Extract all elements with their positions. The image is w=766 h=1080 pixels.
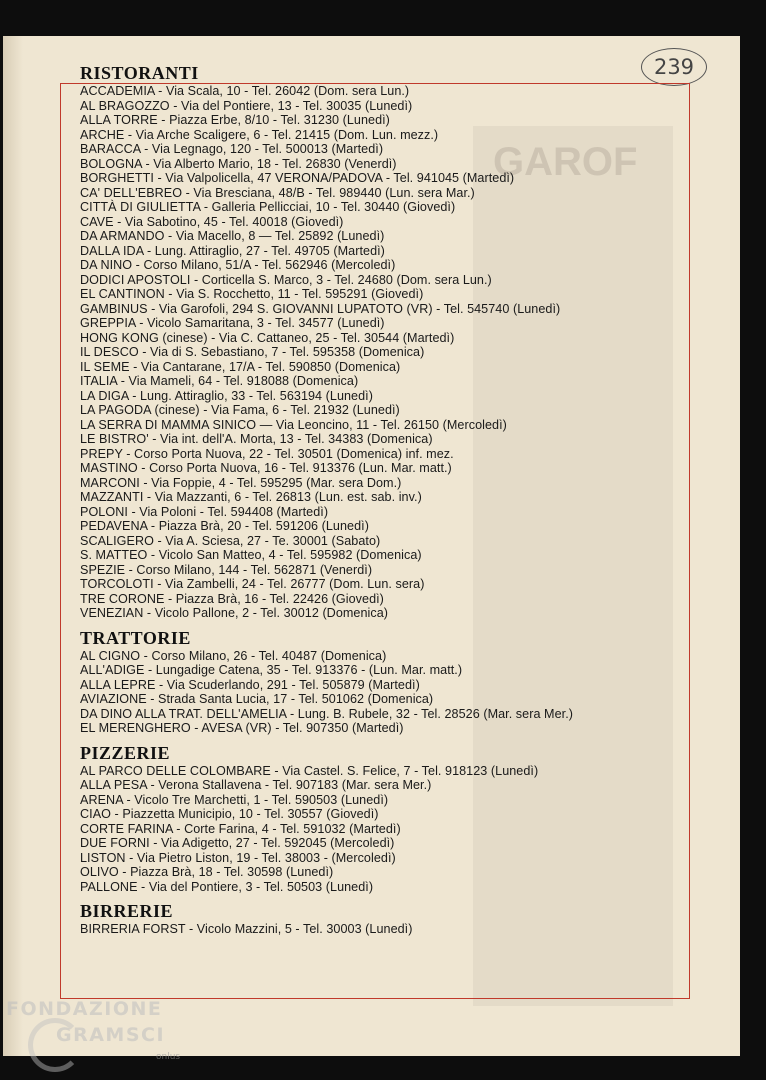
- list-item: BARACCA - Via Legnago, 120 - Tel. 500013 (Martedì): [80, 142, 384, 156]
- list-item: LE BISTRO' - Via int. dell'A. Morta, 13 - Tel. 34383 (Domenica): [80, 432, 433, 446]
- section-birrerie: [80, 900, 680, 937]
- list-item: ALLA PESA - Verona Stallavena - Tel. 907183 (Mar. sera Mer.): [80, 778, 432, 792]
- list-item: CA' DELL'EBREO - Via Bresciana, 48/B - Tel. 989440 (Lun. sera Mar.): [80, 185, 475, 200]
- list-item: GAMBINUS - Via Garofoli, 294 S. GIOVANNI LUPATOTO (VR) - Tel. 545740 (Lunedì): [80, 301, 561, 316]
- list-item: BIRRERIA FORST - Vicolo Mazzini, 5 - Tel. 30003 (Lunedì): [80, 922, 413, 936]
- list-item: CORTE FARINA - Corte Farina, 4 - Tel. 591032 (Martedì): [80, 821, 401, 836]
- page-number: 239: [641, 48, 707, 86]
- list-item: LA SERRA DI MAMMA SINICO — Via Leoncino, 11 - Tel. 26150 (Mercoledì): [80, 417, 507, 432]
- list-item: VENEZIAN - Vicolo Pallone, 2 - Tel. 30012 (Domenica): [80, 606, 389, 620]
- bleed-through-text: GAROF: [493, 140, 638, 184]
- section-title: TRATTORIE: [80, 627, 191, 648]
- section-pizzerie: [80, 742, 680, 895]
- watermark-line2: GRAMSCI: [56, 1024, 166, 1046]
- list-item: DA NINO - Corso Milano, 51/A - Tel. 562946 (Mercoledì): [80, 258, 396, 272]
- section-title: PIZZERIE: [80, 742, 171, 763]
- list-item: ARENA - Vicolo Tre Marchetti, 1 - Tel. 590503 (Lunedì): [80, 792, 389, 807]
- section-title: RISTORANTI: [80, 63, 199, 83]
- list-item: MAZZANTI - Via Mazzanti, 6 - Tel. 26813 (Lun. est. sab. inv.): [80, 490, 422, 504]
- watermark-line1: FONDAZIONE: [6, 998, 163, 1020]
- entry-list: [80, 84, 680, 621]
- list-item: LA DIGA - Lung. Attiraglio, 33 - Tel. 563194 (Lunedì): [80, 388, 373, 403]
- list-item: DA DINO ALLA TRAT. DELL'AMELIA - Lung. B. Rubele, 32 - Tel. 28526 (Mar. sera Mer.): [80, 706, 573, 721]
- list-item: LA PAGODA (cinese) - Via Fama, 6 - Tel. 21932 (Lunedì): [80, 403, 400, 417]
- list-item: PEDAVENA - Piazza Brà, 20 - Tel. 591206 (Lunedì): [80, 519, 369, 533]
- list-item: DA ARMANDO - Via Macello, 8 — Tel. 25892 (Lunedì): [80, 229, 385, 243]
- entry-list: [80, 922, 680, 937]
- watermark-sub: onlus: [156, 1052, 181, 1062]
- list-item: BOLOGNA - Via Alberto Mario, 18 - Tel. 26830 (Venerdì): [80, 156, 397, 171]
- list-item: MASTINO - Corso Porta Nuova, 16 - Tel. 913376 (Lun. Mar. matt.): [80, 461, 452, 475]
- list-item: ALL'ADIGE - Lungadige Catena, 35 - Tel. 913376 - (Lun. Mar. matt.): [80, 663, 463, 677]
- list-item: CIAO - Piazzetta Municipio, 10 - Tel. 30557 (Giovedì): [80, 807, 379, 821]
- list-item: SPEZIE - Corso Milano, 144 - Tel. 562871 (Venerdì): [80, 562, 373, 577]
- section-title: BIRRERIE: [80, 901, 174, 921]
- list-item: OLIVO - Piazza Brà, 18 - Tel. 30598 (Lunedì): [80, 865, 334, 879]
- list-item: AL CIGNO - Corso Milano, 26 - Tel. 40487 (Domenica): [80, 648, 387, 663]
- fondazione-gramsci-watermark: [0, 996, 200, 1076]
- list-item: MARCONI - Via Foppie, 4 - Tel. 595295 (Mar. sera Dom.): [80, 475, 402, 490]
- list-item: GREPPIA - Vicolo Samaritana, 3 - Tel. 34577 (Lunedì): [80, 316, 385, 330]
- list-item: CAVE - Via Sabotino, 45 - Tel. 40018 (Giovedì): [80, 214, 344, 229]
- list-item: ALLA TORRE - Piazza Erbe, 8/10 - Tel. 31230 (Lunedì): [80, 113, 390, 127]
- list-item: PALLONE - Via del Pontiere, 3 - Tel. 50503 (Lunedì): [80, 879, 374, 894]
- list-item: TORCOLOTI - Via Zambelli, 24 - Tel. 26777 (Dom. Lun. sera): [80, 577, 425, 591]
- list-item: POLONI - Via Poloni - Tel. 594408 (Martedì): [80, 504, 329, 519]
- page-spine: [3, 36, 23, 1056]
- listing-content: [80, 62, 680, 937]
- list-item: DODICI APOSTOLI - Corticella S. Marco, 3 - Tel. 24680 (Dom. sera Lun.): [80, 272, 492, 287]
- section-ristoranti: [80, 62, 680, 621]
- list-item: DALLA IDA - Lung. Attiraglio, 27 - Tel. 49705 (Martedì): [80, 243, 385, 258]
- list-item: SCALIGERO - Via A. Sciesa, 27 - Te. 30001 (Sabato): [80, 533, 381, 548]
- list-item: ARCHE - Via Arche Scaligere, 6 - Tel. 21415 (Dom. Lun. mezz.): [80, 127, 439, 142]
- list-item: AL PARCO DELLE COLOMBARE - Via Castel. S. Felice, 7 - Tel. 918123 (Lunedì): [80, 763, 539, 778]
- list-item: DUE FORNI - Via Adigetto, 27 - Tel. 592045 (Mercoledì): [80, 836, 395, 850]
- list-item: HONG KONG (cinese) - Via C. Cattaneo, 25 - Tel. 30544 (Martedì): [80, 330, 455, 345]
- entry-list: [80, 764, 680, 895]
- list-item: AL BRAGOZZO - Via del Pontiere, 13 - Tel. 30035 (Lunedì): [80, 98, 413, 113]
- list-item: EL CANTINON - Via S. Rocchetto, 11 - Tel. 595291 (Giovedì): [80, 287, 424, 301]
- list-item: IL SEME - Via Cantarane, 17/A - Tel. 590850 (Domenica): [80, 359, 401, 374]
- section-trattorie: [80, 627, 680, 736]
- list-item: EL MERENGHERO - AVESA (VR) - Tel. 907350 (Martedì): [80, 721, 404, 735]
- list-item: TRE CORONE - Piazza Brà, 16 - Tel. 22426 (Giovedì): [80, 591, 384, 606]
- list-item: LISTON - Via Pietro Liston, 19 - Tel. 38003 - (Mercoledì): [80, 850, 396, 865]
- list-item: IL DESCO - Via di S. Sebastiano, 7 - Tel. 595358 (Domenica): [80, 345, 425, 359]
- list-item: ACCADEMIA - Via Scala, 10 - Tel. 26042 (Dom. sera Lun.): [80, 84, 410, 98]
- list-item: S. MATTEO - Vicolo San Matteo, 4 - Tel. 595982 (Domenica): [80, 548, 422, 562]
- list-item: PREPY - Corso Porta Nuova, 22 - Tel. 30501 (Domenica) inf. mez.: [80, 446, 454, 461]
- entry-list: [80, 649, 680, 736]
- list-item: ALLA LEPRE - Via Scuderlando, 291 - Tel. 505879 (Martedì): [80, 677, 420, 692]
- list-item: AVIAZIONE - Strada Santa Lucia, 17 - Tel. 501062 (Domenica): [80, 692, 434, 706]
- list-item: ITALIA - Via Mameli, 64 - Tel. 918088 (Domenica): [80, 374, 359, 388]
- list-item: CITTÀ DI GIULIETTA - Galleria Pellicciai, 10 - Tel. 30440 (Giovedì): [80, 200, 456, 214]
- list-item: BORGHETTI - Via Valpolicella, 47 VERONA/PADOVA - Tel. 941045 (Martedì): [80, 171, 515, 185]
